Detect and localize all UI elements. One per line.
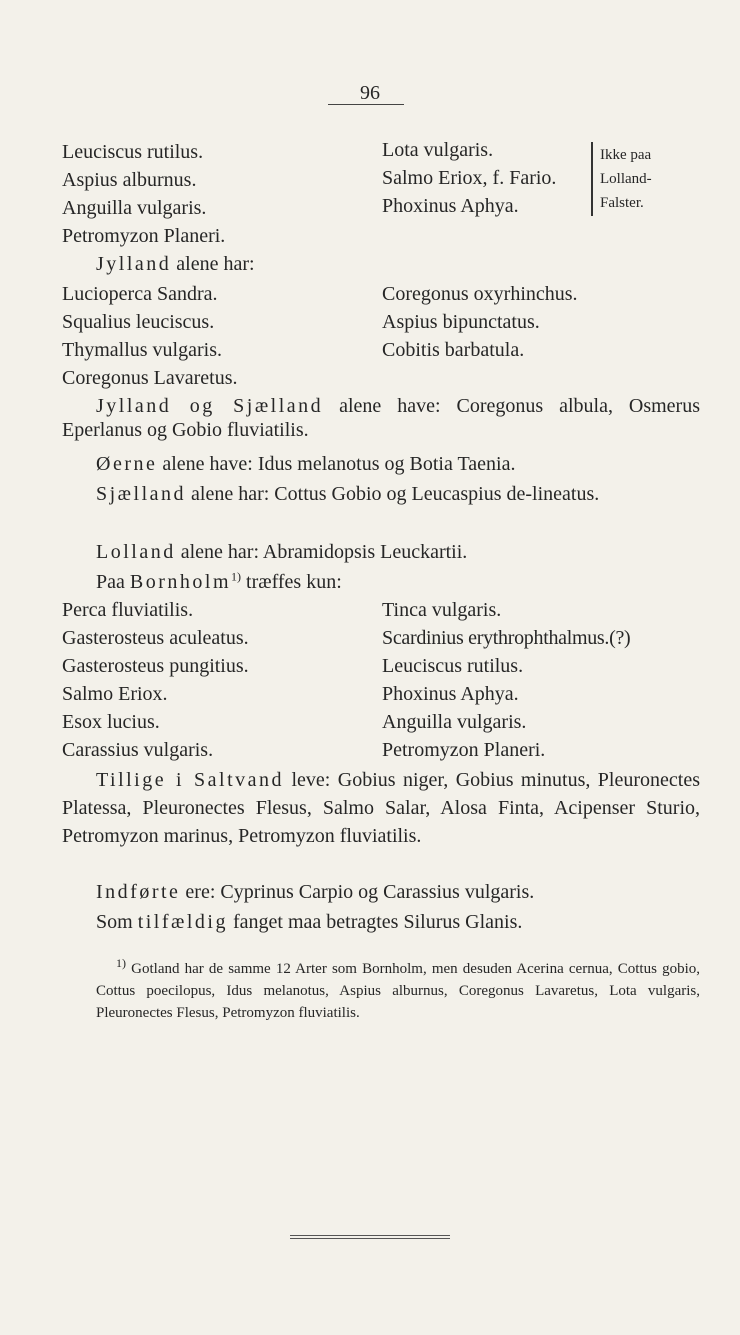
species-list1-right: Salmo Eriox, f. Fario.	[382, 167, 557, 189]
bracket-mark	[591, 142, 599, 216]
heading-rest: alene har:	[171, 253, 255, 275]
place-name: Jylland	[96, 253, 172, 275]
species-jylland-left: Coregonus Lavaretus.	[62, 367, 238, 389]
side-note: Lolland-	[600, 171, 652, 187]
species-bornholm-left: Carassius vulgaris.	[62, 739, 214, 761]
species-bornholm-left: Esox lucius.	[62, 711, 160, 733]
paragraph-text: ere: Cyprinus Carpio og Carassius vulgaris.	[180, 881, 535, 903]
species-bornholm-right: Phoxinus Aphya.	[382, 683, 519, 705]
place-name: Jylland og Sjælland	[96, 395, 324, 417]
paragraph-indforte	[62, 880, 700, 904]
species-list1-left: Leuciscus rutilus.	[62, 141, 204, 163]
species-list1-right: Lota vulgaris.	[382, 139, 494, 161]
species-bornholm-left: Salmo Eriox.	[62, 683, 168, 705]
place-name: Tillige i Saltvand	[96, 769, 285, 791]
species-list1-left: Anguilla vulgaris.	[62, 197, 207, 219]
species-list1-left: Petromyzon Planeri.	[62, 225, 226, 247]
species-jylland-left: Lucioperca Sandra.	[62, 283, 218, 305]
species-bornholm-right: Tinca vulgaris.	[382, 599, 502, 621]
species-bornholm-right: Scardinius erythrophthalmus.(?)	[382, 627, 631, 649]
bottom-rule	[290, 1235, 450, 1239]
paragraph-sjaelland	[62, 482, 700, 506]
place-name: Indførte	[96, 881, 181, 903]
paragraph-saltvand	[62, 766, 700, 850]
species-bornholm-right: Anguilla vulgaris.	[382, 711, 527, 733]
heading-rest: træffes kun:	[241, 571, 342, 593]
species-bornholm-left: Gasterosteus aculeatus.	[62, 627, 249, 649]
paragraph-text: fanget maa betragtes Silurus Glanis.	[227, 911, 523, 933]
species-jylland-left: Thymallus vulgaris.	[62, 339, 222, 361]
paragraph-lolland	[62, 540, 700, 564]
paragraph-text: alene have: Idus melanotus og Botia Taenia.	[157, 453, 516, 475]
place-name: Sjælland	[96, 483, 187, 505]
species-jylland-right: Aspius bipunctatus.	[382, 311, 540, 333]
species-bornholm-right: Petromyzon Planeri.	[382, 739, 546, 761]
place-name: Bornholm	[129, 571, 232, 593]
paragraph-jylland-sjaelland	[62, 394, 700, 442]
species-list1-right: Phoxinus Aphya.	[382, 195, 519, 217]
paragraph-tilfaeldig	[62, 910, 700, 934]
species-bornholm-left: Perca fluviatilis.	[62, 599, 194, 621]
place-name: Øerne	[96, 453, 158, 475]
species-list1-left: Aspius alburnus.	[62, 169, 197, 191]
page-number: 96	[360, 82, 380, 104]
paragraph-text: alene har: Cottus Gobio og Leucaspius de-lineatus.	[186, 483, 600, 505]
species-bornholm-left: Gasterosteus pungitius.	[62, 655, 249, 677]
species-jylland-right: Cobitis barbatula.	[382, 339, 525, 361]
section-heading-jylland	[96, 252, 255, 276]
heading-prefix: Paa	[96, 571, 130, 593]
paragraph-text: leve: Gobius niger, Gobius minutus, Pleuronectes Platessa, Pleuronectes Flesus, Salmo Salar, Alosa Finta, Acipenser Sturio, Petromyzon marinus, Petromyzon fluviatilis.	[62, 769, 700, 847]
footnote	[96, 958, 700, 1024]
place-name: tilfældig	[137, 911, 228, 933]
section-heading-bornholm	[96, 570, 342, 594]
footnote-marker: 1)	[231, 569, 242, 584]
page-number-rule	[328, 104, 404, 105]
species-jylland-left: Squalius leuciscus.	[62, 311, 215, 333]
footnote-text: Gotland har de samme 12 Arter som Bornholm, men desuden Acerina cernua, Cottus gobio, Cottus poecilopus, Idus melanotus, Aspius alburnus, Coregonus Lavaretus, Lota vulgaris, Pleuronectes Flesus, Petromyzon fluviatilis.	[96, 961, 700, 1021]
species-bornholm-right: Leuciscus rutilus.	[382, 655, 524, 677]
side-note: Ikke paa	[600, 147, 652, 163]
side-note: Falster.	[600, 195, 644, 211]
footnote-marker: 1)	[116, 956, 126, 970]
species-jylland-right: Coregonus oxyrhinchus.	[382, 283, 578, 305]
paragraph-prefix: Som	[96, 911, 138, 933]
place-name: Lolland	[96, 541, 176, 563]
paragraph-text: alene har: Abramidopsis Leuckartii.	[175, 541, 468, 563]
paragraph-text: alene have: Coregonus albula, Osmerus Eperlanus og Gobio fluviatilis.	[62, 395, 700, 441]
paragraph-oerne	[62, 452, 700, 476]
